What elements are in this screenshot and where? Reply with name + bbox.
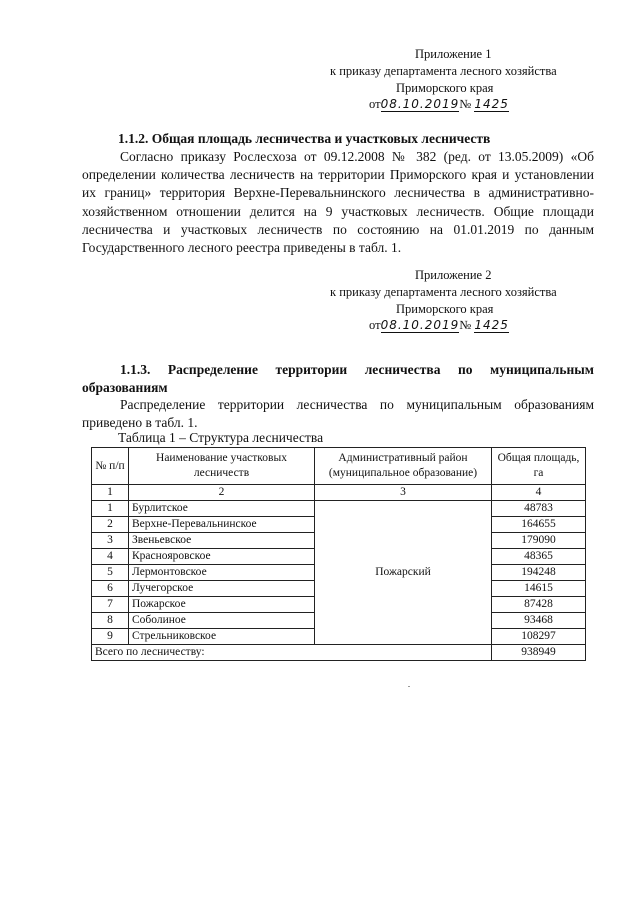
section-1-1-3-title: 1.1.3. Распределение территории лесничества по муниципальным образованиям — [82, 362, 594, 395]
header-name: Наименование участковых лесничеств — [129, 448, 315, 485]
row-number: 7 — [92, 597, 129, 613]
table-total-row — [92, 645, 586, 661]
appendix-1-date-line — [369, 97, 509, 112]
row-number: 8 — [92, 613, 129, 629]
table-column-numbers-row — [92, 485, 586, 501]
column-number: 4 — [492, 485, 586, 501]
appendix-1-date-prefix: от — [369, 97, 381, 111]
header-area: Общая площадь, га — [492, 448, 586, 485]
column-number: 3 — [315, 485, 492, 501]
appendix-2-region-line: Приморского края — [396, 302, 494, 316]
row-name: Звеньевское — [129, 533, 315, 549]
appendix-2-number-handwritten: 1425 — [474, 318, 509, 332]
header-number: № п/п — [92, 448, 129, 485]
appendix-1-order-line: к приказу департамента лесного хозяйства — [330, 64, 557, 78]
row-name: Бурлитское — [129, 501, 315, 517]
row-number: 2 — [92, 517, 129, 533]
appendix-1-region-line: Приморского края — [396, 81, 494, 95]
column-number: 1 — [92, 485, 129, 501]
table-caption: Таблица 1 – Структура лесничества — [118, 430, 324, 445]
appendix-2-header — [330, 267, 557, 318]
row-area: 87428 — [492, 597, 586, 613]
appendix-2-order-line: к приказу департамента лесного хозяйства — [330, 285, 557, 299]
section-1-1-2-title: 1.1.2. Общая площадь лесничества и участковых лесничеств — [118, 131, 491, 146]
row-area: 108297 — [492, 629, 586, 645]
appendix-1-number-prefix: № — [459, 97, 472, 111]
row-name: Пожарское — [129, 597, 315, 613]
row-area: 194248 — [492, 565, 586, 581]
row-number: 3 — [92, 533, 129, 549]
appendix-2-title: Приложение 2 — [415, 268, 492, 282]
row-number: 4 — [92, 549, 129, 565]
total-value: 938949 — [492, 645, 586, 661]
section-1-1-2-paragraph: Согласно приказу Рослесхоза от 09.12.2008 № 382 (ред. от 13.05.2009) «Об определении количества лесничеств на территории Приморского края и установлении их границ» территория Верхне-Перевальнинского лесничества в административно-хозяйственном отношении делится на 9 участковых лесничеств. Общие площади лесничества и участковых лесничеств по состоянию на 01.01.2019 по данным Государственного лесного реестра приведены в табл. 1. — [82, 149, 594, 256]
row-number: 9 — [92, 629, 129, 645]
table-header-row — [92, 448, 586, 485]
row-area: 164655 — [492, 517, 586, 533]
row-number: 5 — [92, 565, 129, 581]
appendix-1-date-handwritten: 08.10.2019 — [380, 97, 460, 111]
appendix-2-number-prefix: № — [459, 318, 472, 332]
row-area: 179090 — [492, 533, 586, 549]
appendix-1-number-handwritten: 1425 — [474, 97, 509, 111]
appendix-2-date-handwritten: 08.10.2019 — [380, 318, 460, 332]
total-label: Всего по лесничеству: — [92, 645, 492, 661]
row-area: 93468 — [492, 613, 586, 629]
forestry-structure-table — [91, 447, 586, 661]
appendix-2-date-prefix: от — [369, 318, 381, 332]
row-area: 48783 — [492, 501, 586, 517]
row-name: Краснояровское — [129, 549, 315, 565]
appendix-2-date-line — [369, 318, 509, 333]
row-number: 1 — [92, 501, 129, 517]
row-name: Лермонтовское — [129, 565, 315, 581]
appendix-1-header — [330, 46, 557, 97]
table-row — [92, 501, 586, 517]
district-cell: Пожарский — [315, 501, 492, 645]
column-number: 2 — [129, 485, 315, 501]
row-name: Стрельниковское — [129, 629, 315, 645]
row-area: 14615 — [492, 581, 586, 597]
row-name: Соболиное — [129, 613, 315, 629]
appendix-1-title: Приложение 1 — [415, 47, 492, 61]
row-number: 6 — [92, 581, 129, 597]
scan-speck — [408, 686, 410, 687]
header-district: Административный район (муниципальное образование) — [315, 448, 492, 485]
row-area: 48365 — [492, 549, 586, 565]
section-1-1-3-paragraph: Распределение территории лесничества по муниципальным образованиям приведено в табл. 1. — [82, 397, 594, 431]
row-name: Лучегорское — [129, 581, 315, 597]
row-name: Верхне-Перевальнинское — [129, 517, 315, 533]
